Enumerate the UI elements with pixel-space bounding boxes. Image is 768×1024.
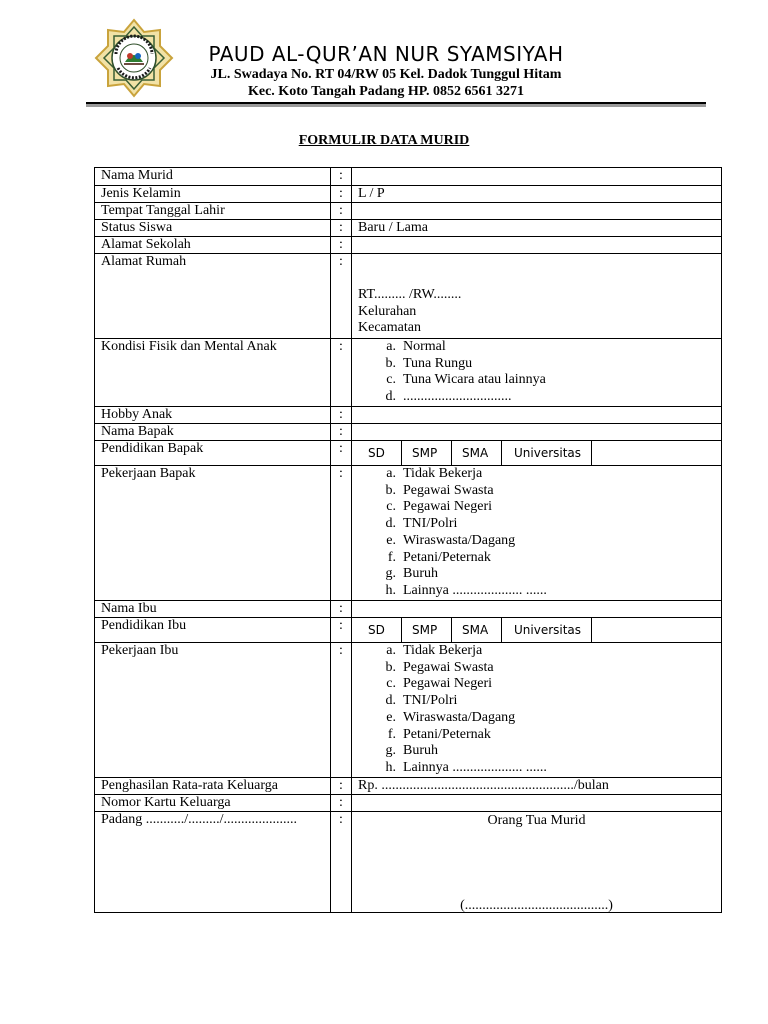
colon: : bbox=[330, 441, 352, 465]
list-item-letter: b. bbox=[385, 482, 396, 498]
label-nama-ibu: Nama Ibu bbox=[101, 601, 157, 616]
list-item[interactable] bbox=[358, 499, 721, 516]
label-nama-bapak: Nama Bapak bbox=[101, 424, 174, 439]
edu-option-smp[interactable]: SMP bbox=[402, 618, 452, 642]
edu-option-smp[interactable]: SMP bbox=[402, 441, 452, 465]
pekerjaan-bapak-options bbox=[358, 466, 721, 600]
alamat-kecamatan: Kecamatan bbox=[358, 320, 421, 336]
list-item[interactable] bbox=[358, 483, 721, 500]
field-pendidikan-ibu bbox=[352, 618, 721, 642]
list-item-text: ............................... bbox=[403, 389, 512, 405]
row-nama-murid bbox=[95, 168, 721, 185]
field-ttl[interactable] bbox=[352, 203, 721, 219]
list-item[interactable] bbox=[358, 643, 721, 660]
label-pekerjaan-bapak: Pekerjaan Bapak bbox=[101, 466, 196, 481]
list-item[interactable] bbox=[358, 372, 721, 389]
label-nomor-kk: Nomor Kartu Keluarga bbox=[101, 795, 231, 810]
list-item[interactable] bbox=[358, 676, 721, 693]
row-ttl bbox=[95, 202, 721, 219]
student-data-form bbox=[94, 167, 722, 913]
label-alamat-rumah: Alamat Rumah bbox=[101, 254, 187, 269]
list-item[interactable] bbox=[358, 760, 721, 777]
list-item-text: TNI/Polri bbox=[403, 516, 458, 532]
row-nama-ibu bbox=[95, 600, 721, 617]
alamat-kelurahan: Kelurahan bbox=[358, 303, 417, 319]
row-alamat-rumah bbox=[95, 253, 721, 338]
label-status-siswa: Status Siswa bbox=[101, 220, 173, 235]
row-nomor-kk bbox=[95, 794, 721, 811]
list-item-letter: c. bbox=[386, 676, 396, 692]
header-rule-shadow bbox=[86, 104, 706, 107]
list-item-letter: g. bbox=[385, 566, 396, 582]
colon: : bbox=[330, 601, 352, 617]
label-pendidikan-ibu: Pendidikan Ibu bbox=[101, 618, 187, 633]
colon: : bbox=[330, 339, 352, 406]
list-item[interactable] bbox=[358, 743, 721, 760]
label-alamat-sekolah: Alamat Sekolah bbox=[101, 237, 191, 252]
list-item-letter: c. bbox=[386, 372, 396, 388]
list-item-letter: h. bbox=[385, 759, 396, 775]
colon: : bbox=[330, 220, 352, 236]
list-item-text: Tidak Bekerja bbox=[403, 643, 483, 658]
row-nama-bapak bbox=[95, 423, 721, 440]
list-item[interactable] bbox=[358, 356, 721, 373]
list-item-text: Petani/Peternak bbox=[403, 726, 491, 742]
list-item-letter: f. bbox=[387, 726, 396, 742]
list-item-letter: b. bbox=[385, 659, 396, 675]
list-item-text: Tuna Wicara atau lainnya bbox=[403, 372, 546, 388]
list-item-text: Buruh bbox=[403, 566, 438, 582]
label-kondisi: Kondisi Fisik dan Mental Anak bbox=[101, 339, 277, 354]
colon: : bbox=[330, 168, 352, 185]
row-status-siswa bbox=[95, 219, 721, 236]
list-item[interactable] bbox=[358, 660, 721, 677]
list-item-text: Pegawai Negeri bbox=[403, 676, 493, 692]
form-title: FORMULIR DATA MURID bbox=[298, 133, 470, 148]
list-item-letter: d. bbox=[385, 693, 396, 709]
list-item-text: TNI/Polri bbox=[403, 693, 458, 709]
row-pekerjaan-bapak bbox=[95, 465, 721, 600]
list-item[interactable] bbox=[358, 693, 721, 710]
list-item-letter: h. bbox=[385, 582, 396, 598]
list-item[interactable] bbox=[358, 516, 721, 533]
list-item-letter: b. bbox=[385, 355, 396, 371]
list-item[interactable] bbox=[358, 533, 721, 550]
list-item-text: Pegawai Swasta bbox=[403, 482, 494, 498]
list-item[interactable] bbox=[358, 339, 721, 356]
list-item-letter: a. bbox=[386, 339, 396, 354]
edu-option-universitas[interactable]: Universitas bbox=[502, 441, 592, 465]
colon: : bbox=[330, 812, 352, 912]
list-item-text: Lainnya .................... ...... bbox=[403, 759, 547, 775]
label-hobby: Hobby Anak bbox=[101, 407, 173, 422]
list-item[interactable] bbox=[358, 710, 721, 727]
field-nomor-kk[interactable] bbox=[352, 795, 721, 811]
colon: : bbox=[330, 237, 352, 253]
kondisi-options bbox=[358, 339, 721, 406]
list-item-text: Tuna Rungu bbox=[403, 355, 473, 371]
list-item-text: Wiraswasta/Dagang bbox=[403, 532, 516, 548]
list-item-letter: d. bbox=[385, 389, 396, 405]
field-pekerjaan-bapak[interactable] bbox=[352, 466, 721, 600]
list-item[interactable] bbox=[358, 466, 721, 483]
school-logo-icon bbox=[94, 18, 174, 98]
field-hobby[interactable] bbox=[352, 407, 721, 423]
alamat-rt-rw: RT......... /RW........ bbox=[358, 287, 462, 302]
colon: : bbox=[330, 203, 352, 219]
field-alamat-rumah[interactable] bbox=[352, 254, 721, 338]
field-kondisi[interactable] bbox=[352, 339, 721, 406]
school-name: PAUD AL-QUR’AN NUR SYAMSIYAH bbox=[208, 42, 564, 66]
pekerjaan-ibu-options bbox=[358, 643, 721, 777]
list-item-text: Pegawai Swasta bbox=[403, 659, 494, 675]
field-nama-murid[interactable] bbox=[352, 168, 721, 185]
edu-option-sma[interactable]: SMA bbox=[452, 618, 502, 642]
list-item-letter: a. bbox=[386, 643, 396, 658]
signature-line: (.........................................) bbox=[460, 898, 613, 913]
list-item[interactable] bbox=[358, 566, 721, 583]
colon: : bbox=[330, 643, 352, 777]
edu-option-sma[interactable]: SMA bbox=[452, 441, 502, 465]
list-item-text: Wiraswasta/Dagang bbox=[403, 709, 516, 725]
row-pendidikan-bapak bbox=[95, 440, 721, 465]
label-pekerjaan-ibu: Pekerjaan Ibu bbox=[101, 643, 179, 658]
edu-option-universitas[interactable]: Universitas bbox=[502, 618, 592, 642]
education-options-bapak bbox=[352, 441, 721, 465]
list-item-text: Pegawai Negeri bbox=[403, 499, 493, 515]
list-item-text: Buruh bbox=[403, 743, 438, 759]
colon: : bbox=[330, 795, 352, 811]
list-item-text: Lainnya .................... ...... bbox=[403, 582, 547, 598]
label-jenis-kelamin: Jenis Kelamin bbox=[101, 186, 181, 201]
edu-option-sd[interactable]: SD bbox=[352, 618, 402, 642]
colon: : bbox=[330, 618, 352, 642]
label-nama-murid: Nama Murid bbox=[101, 168, 173, 183]
list-item[interactable] bbox=[358, 389, 721, 406]
row-alamat-sekolah bbox=[95, 236, 721, 253]
row-penghasilan bbox=[95, 777, 721, 794]
row-kondisi bbox=[95, 338, 721, 406]
field-pekerjaan-ibu[interactable] bbox=[352, 643, 721, 777]
row-hobby bbox=[95, 406, 721, 423]
list-item-letter: g. bbox=[385, 743, 396, 759]
list-item-letter: c. bbox=[386, 499, 396, 515]
colon: : bbox=[330, 254, 352, 338]
education-options-ibu bbox=[352, 618, 721, 642]
colon: : bbox=[330, 407, 352, 423]
colon: : bbox=[330, 186, 352, 202]
list-item-letter: f. bbox=[387, 549, 396, 565]
list-item-letter: d. bbox=[385, 516, 396, 532]
row-jenis-kelamin bbox=[95, 185, 721, 202]
label-padang-date[interactable]: Padang .........../........./..................... bbox=[101, 812, 297, 827]
edu-option-sd[interactable]: SD bbox=[352, 441, 402, 465]
label-ttl: Tempat Tanggal Lahir bbox=[101, 203, 225, 218]
field-nama-ibu[interactable] bbox=[352, 601, 721, 617]
list-item-text: Petani/Peternak bbox=[403, 549, 491, 565]
list-item-letter: a. bbox=[386, 466, 396, 481]
field-pendidikan-bapak bbox=[352, 441, 721, 465]
colon: : bbox=[330, 424, 352, 440]
label-pendidikan-bapak: Pendidikan Bapak bbox=[101, 441, 204, 456]
field-nama-bapak[interactable] bbox=[352, 424, 721, 440]
row-pendidikan-ibu bbox=[95, 617, 721, 642]
list-item[interactable] bbox=[358, 583, 721, 600]
school-address-line2: Kec. Koto Tangah Padang HP. 0852 6561 3271 bbox=[247, 84, 525, 99]
label-penghasilan: Penghasilan Rata-rata Keluarga bbox=[101, 778, 279, 793]
list-item[interactable] bbox=[358, 727, 721, 744]
list-item-text: Normal bbox=[403, 339, 446, 354]
list-item-letter: e. bbox=[386, 532, 396, 548]
field-penghasilan[interactable]: Rp. ......................................................./bulan bbox=[358, 778, 609, 793]
colon: : bbox=[330, 778, 352, 794]
list-item-text: Tidak Bekerja bbox=[403, 466, 483, 481]
row-pekerjaan-ibu bbox=[95, 642, 721, 777]
colon: : bbox=[330, 466, 352, 600]
orang-tua-murid-label: Orang Tua Murid bbox=[487, 813, 586, 828]
list-item-letter: e. bbox=[386, 709, 396, 725]
signature-area[interactable] bbox=[352, 812, 721, 913]
list-item[interactable] bbox=[358, 550, 721, 567]
field-alamat-sekolah[interactable] bbox=[352, 237, 721, 253]
field-status-siswa[interactable]: Baru / Lama bbox=[358, 220, 428, 235]
row-signature bbox=[95, 811, 721, 912]
school-address-line1: JL. Swadaya No. RT 04/RW 05 Kel. Dadok Tunggul Hitam bbox=[210, 67, 562, 82]
field-jenis-kelamin[interactable]: L / P bbox=[358, 186, 385, 201]
